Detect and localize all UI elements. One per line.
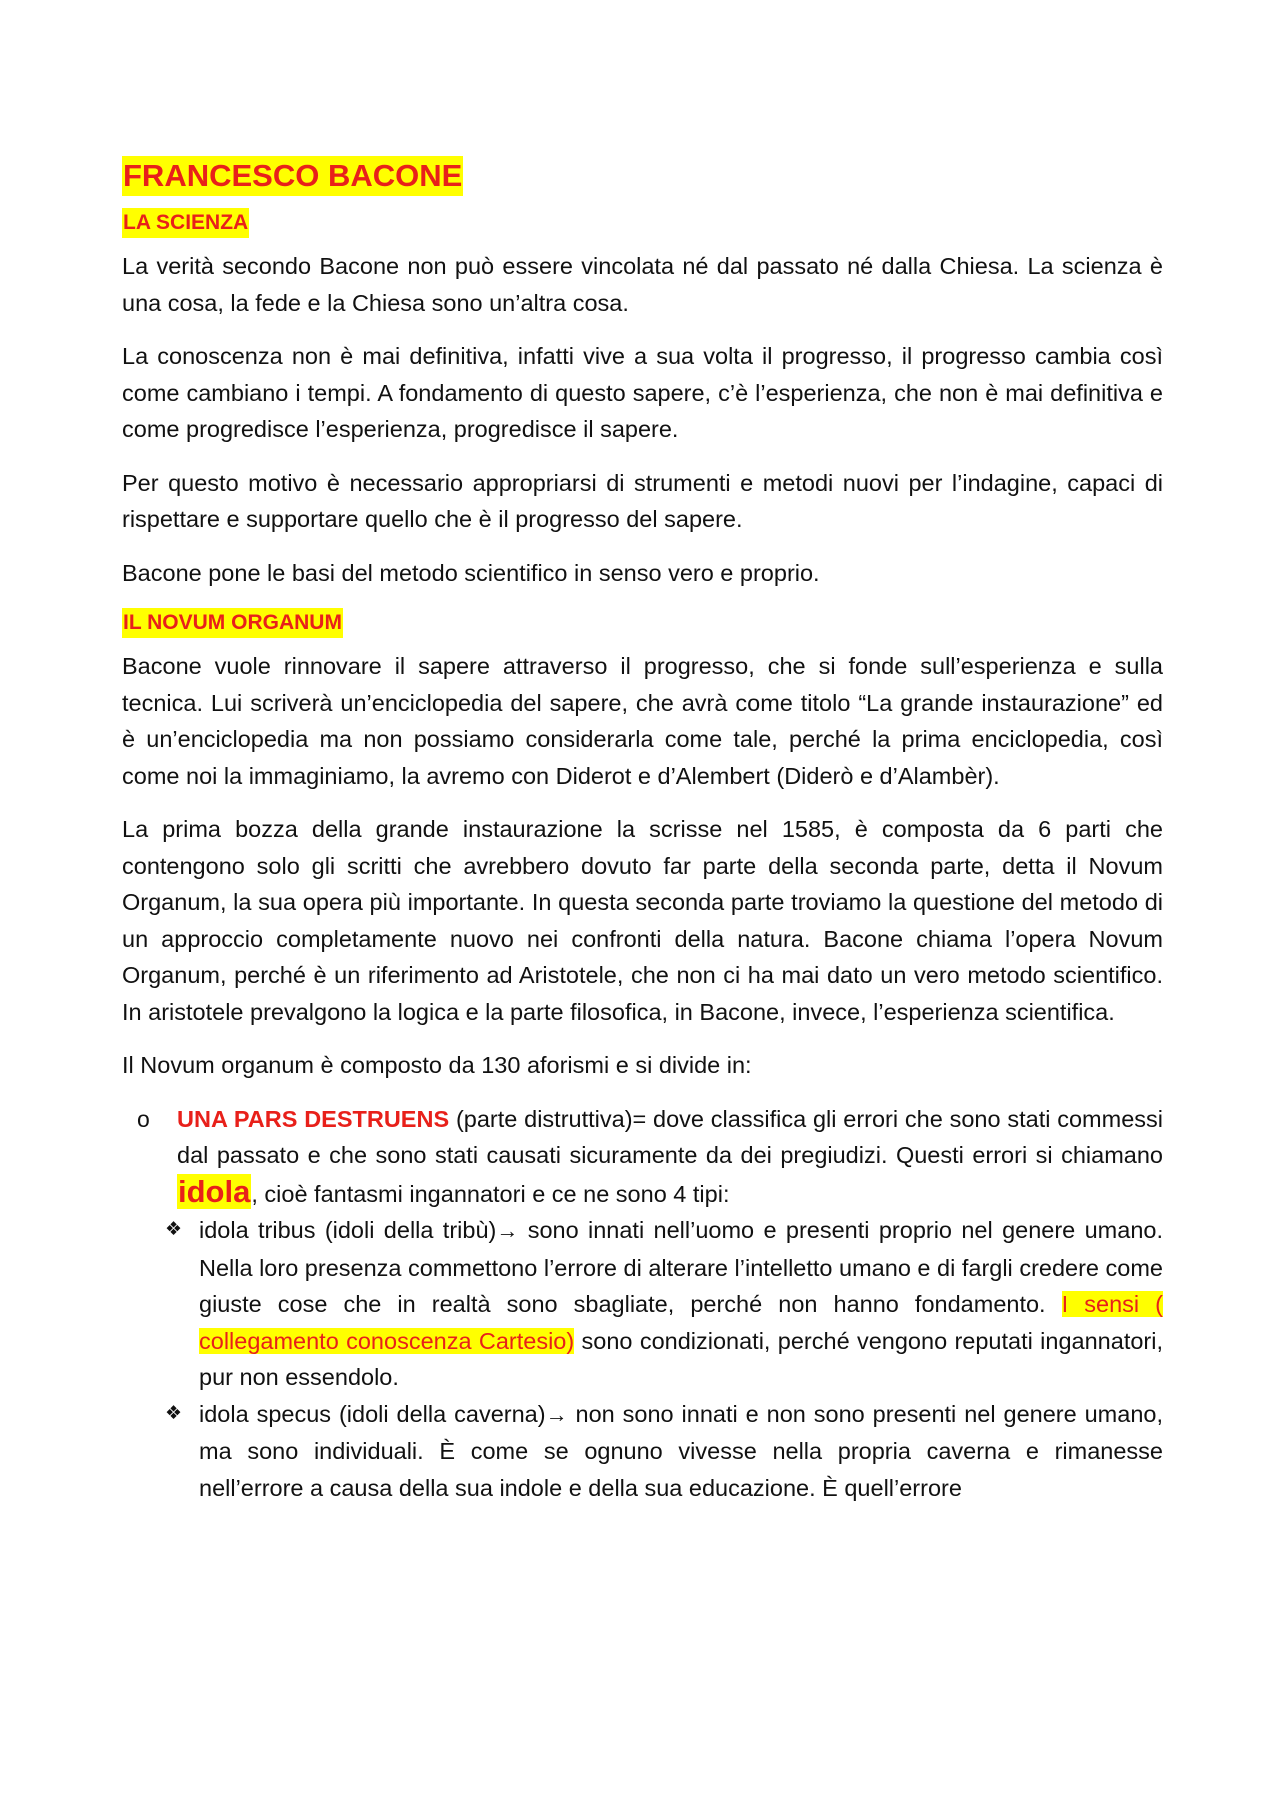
idola-list (165, 1212, 1164, 1506)
section-heading-scienza (122, 208, 1163, 238)
paragraph: Bacone pone le basi del metodo scientifico in senso vero e proprio. (122, 559, 820, 586)
paragraph: La prima bozza della grande instaurazione la scrisse nel 1585, è composta da 6 parti che contengono solo gli scritti che avrebbero dovuto far parte della seconda parte, detta il Novum Organum, la sua opera più importante. In questa seconda parte troviamo la questione del metodo di un approccio completamente nuovo nei confronti della natura. Bacone chiama l’opera Novum Organum, perché è un riferimento ad Aristotele, che non ci ha mai dato un vero metodo scientifico. In aristotele prevalgono la logica e la parte filosofica, in Bacone, invece, l’esperienza scientifica. (122, 816, 1163, 1025)
pars-destruens-tail: , cioè fantasmi ingannatori e ce ne sono 4 tipi: (251, 1180, 730, 1207)
list-item-pars-destruens (137, 1101, 1164, 1507)
idola-specus-text: non sono innati e non sono presenti nel genere umano, ma sono individuali. È come se ognuno vivesse nella propria caverna e rimanesse nell’errore a causa della sua indole e della sua educazione. È quell’errore (199, 1400, 1163, 1501)
section-heading-scienza-text: LA SCIENZA (122, 208, 249, 238)
list-item-idola-tribus (165, 1212, 1164, 1396)
diamond-bullet-icon: ❖ (165, 1402, 183, 1424)
idola-tribus-text: sono innati nell’uomo e presenti proprio nel genere umano. Nella loro presenza commettono l’errore di alterare l’intelletto umano e di fargli credere come giuste cose che in realtà sono sbagliate, perché non hanno fondamento. (199, 1217, 1163, 1317)
document-title: FRANCESCO BACONE (122, 156, 463, 196)
idola-tribus-tail: sono condizionati, perché vengono reputati ingannatori, pur non essendolo. (199, 1327, 1163, 1390)
paragraph: La verità secondo Bacone non può essere vincolata né dal passato né dalla Chiesa. La scienza è una cosa, la fede e la Chiesa sono un’altra cosa. (122, 253, 1163, 316)
pars-list (122, 1101, 1163, 1507)
section-heading-novum (122, 608, 1163, 638)
idola-tribus-head: idola tribus (idoli della tribù) (199, 1217, 497, 1243)
arrow-right-icon: → (496, 1218, 519, 1243)
idola-specus-head: idola specus (idoli della caverna) (199, 1400, 546, 1427)
pars-destruens-label: UNA PARS DESTRUENS (177, 1105, 450, 1132)
paragraph: Per questo motivo è necessario appropriarsi di strumenti e metodi nuovi per l’indagine, capaci di rispettare e supportare quello che è il progresso del sapere. (122, 469, 1163, 532)
section-heading-novum-text: IL NOVUM ORGANUM (122, 608, 343, 638)
diamond-bullet-icon: ❖ (165, 1219, 183, 1240)
paragraph: Il Novum organum è composto da 130 aforismi e si divide in: (122, 1052, 752, 1078)
list-item-idola-specus (165, 1396, 1163, 1507)
arrow-right-icon: → (545, 1401, 568, 1427)
circle-bullet-icon: o (137, 1105, 150, 1132)
sensi-highlight: I sensi ( collegamento conoscenza Cartesio) (199, 1291, 1164, 1354)
paragraph: Bacone vuole rinnovare il sapere attraverso il progresso, che si fonde sull’esperienza e sulla tecnica. Lui scriverà un’enciclopedia del sapere, che avrà come titolo “La grande instaurazione” ed è un’enciclopedia ma non possiamo considerarla come tale, perché la prima enciclopedia, così come noi la immaginiamo, la avremo con Diderot e d’Alembert (Diderò e d’Alambèr). (122, 653, 1163, 789)
paragraph: La conoscenza non è mai definitiva, infatti vive a sua volta il progresso, il progresso cambia così come cambiano i tempi. A fondamento di questo sapere, c’è l’esperienza, che non è mai definitiva e come progredisce l’esperienza, progredisce il sapere. (122, 343, 1163, 442)
idola-highlight: idola (178, 1173, 251, 1209)
pars-destruens-text: (parte distruttiva)= dove classifica gli errori che sono stati commessi dal passato e che sono stati causati sicuramente da dei pregiudizi. Questi errori si chiamano (177, 1105, 1164, 1168)
